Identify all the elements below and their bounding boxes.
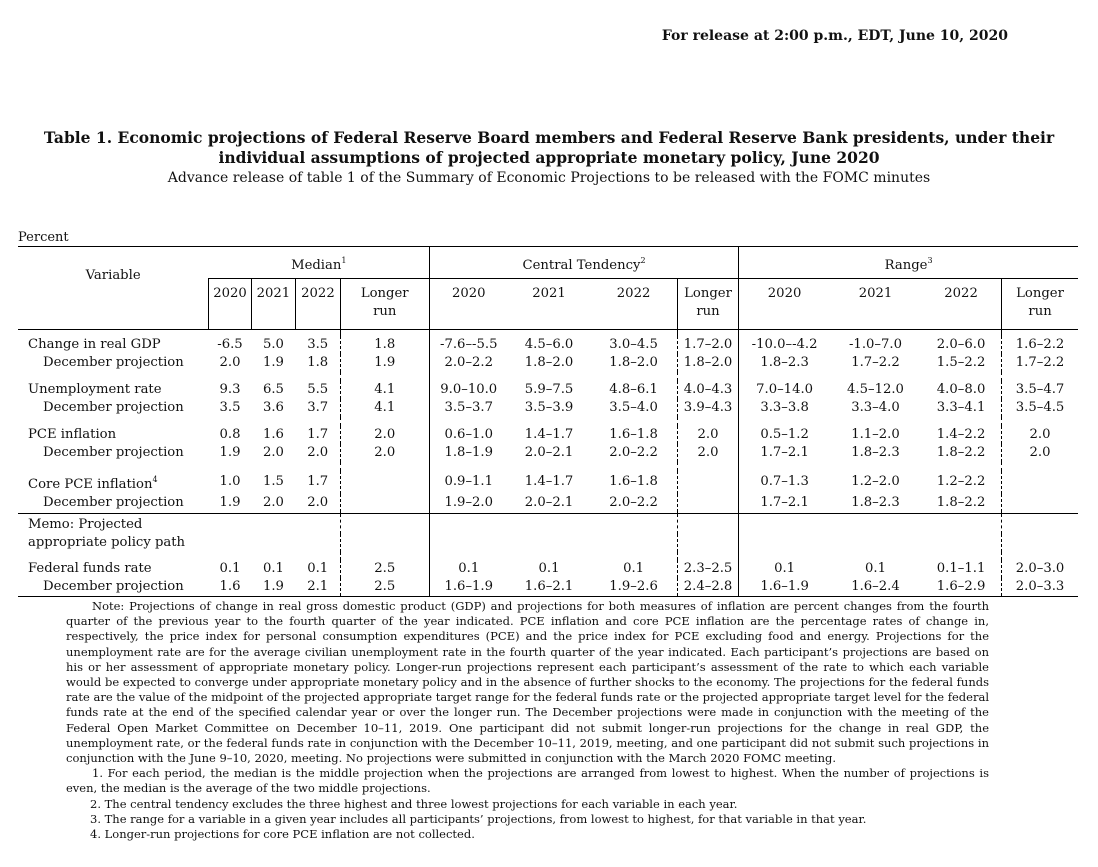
table-cell: 0.1 bbox=[307, 561, 329, 576]
table-cell bbox=[340, 462, 429, 471]
row-label: Federal funds rate bbox=[28, 561, 152, 576]
data-row-december bbox=[18, 399, 1078, 417]
table-cell bbox=[677, 462, 738, 471]
table-cell: 1.7–2.2 bbox=[851, 354, 900, 370]
table-cell: 1.6–1.9 bbox=[429, 578, 507, 597]
table-cell: 4.1 bbox=[340, 399, 429, 417]
table-cell: 5.9–7.5 bbox=[524, 381, 574, 397]
table-cell: 1.0 bbox=[219, 474, 241, 489]
table-cell: 4.5–6.0 bbox=[524, 336, 574, 352]
table-cell bbox=[251, 372, 296, 381]
table-cell: 2.0–3.0 bbox=[1002, 560, 1078, 578]
table-cell: 2.0 bbox=[219, 354, 241, 370]
table-cell: 2.1 bbox=[296, 578, 341, 597]
table-cell bbox=[1002, 514, 1078, 535]
table-cell: 1.8–2.2 bbox=[936, 494, 986, 510]
spacer-row bbox=[18, 417, 1078, 426]
footnote-4: 4. Longer-run projections for core PCE inflation are not collected. bbox=[90, 827, 475, 842]
table-cell: 1.8–2.0 bbox=[609, 354, 658, 370]
table-cell: 3.7 bbox=[307, 399, 329, 415]
table-cell bbox=[251, 462, 296, 471]
data-row bbox=[18, 336, 1078, 354]
data-row-december bbox=[18, 494, 1078, 512]
spacer-row bbox=[18, 462, 1078, 471]
ct-longer-run-header: Longer run bbox=[677, 279, 738, 330]
table-cell bbox=[677, 372, 738, 381]
table-cell: 3.5 bbox=[219, 399, 241, 415]
table-cell bbox=[739, 372, 830, 381]
table-cell: 1.8–2.2 bbox=[936, 444, 986, 460]
table-cell bbox=[1002, 552, 1078, 560]
table-cell: 2.0 bbox=[340, 444, 429, 462]
table-cell bbox=[340, 534, 429, 552]
table-cell bbox=[677, 552, 738, 560]
table-cell: 1.7–2.0 bbox=[677, 336, 738, 354]
table-cell: 3.9–4.3 bbox=[677, 399, 738, 417]
row-label: December projection bbox=[18, 578, 209, 597]
table-cell: 1.8–2.3 bbox=[739, 354, 830, 372]
table-cell bbox=[590, 552, 677, 560]
table-cell bbox=[209, 514, 251, 535]
table-cell: 1.6–2.4 bbox=[830, 578, 921, 597]
central-tendency-group-header: Central Tendency$^2$ bbox=[429, 247, 738, 279]
row-label: Change in real GDP bbox=[28, 336, 161, 352]
table-cell bbox=[590, 417, 677, 426]
table-cell bbox=[830, 534, 921, 552]
table-cell: 4.5–12.0 bbox=[847, 381, 904, 397]
table-body bbox=[18, 330, 1078, 597]
projections-table bbox=[18, 246, 1078, 597]
table-cell bbox=[251, 514, 296, 535]
median-longer-run-header: Longer run bbox=[340, 279, 429, 330]
table-cell: 0.9–1.1 bbox=[429, 471, 507, 494]
table-cell: 1.6 bbox=[209, 578, 251, 597]
table-cell: 9.3 bbox=[219, 381, 241, 397]
table-cell bbox=[508, 552, 591, 560]
table-cell: -7.6–-5.5 bbox=[429, 336, 507, 354]
table-cell bbox=[1002, 494, 1078, 512]
table-cell bbox=[921, 514, 1002, 535]
table-cell bbox=[296, 372, 341, 381]
memo-row bbox=[18, 514, 1078, 535]
table-cell bbox=[429, 552, 507, 560]
table-cell: 2.5 bbox=[340, 578, 429, 597]
data-row-federal-funds-december bbox=[18, 578, 1078, 597]
table-cell bbox=[296, 462, 341, 471]
table-cell: 1.9 bbox=[219, 494, 241, 510]
table-cell: 1.6–2.9 bbox=[921, 578, 1002, 597]
table-cell: 3.3–3.8 bbox=[739, 399, 830, 417]
table-cell: 3.5 bbox=[307, 336, 329, 352]
table-cell: 4.1 bbox=[340, 381, 429, 399]
table-cell bbox=[508, 372, 591, 381]
footnote-1: 1. For each period, the median is the middle projection when the projections are arranged from lowest to highest. When the number of projections is even, the median is the average of the two middle projections. bbox=[66, 766, 989, 796]
table-cell: 1.6–1.8 bbox=[609, 426, 658, 442]
table-cell: 1.8 bbox=[307, 354, 329, 370]
table-cell: 1.8–1.9 bbox=[429, 444, 507, 462]
table-subtitle: Advance release of table 1 of the Summary of Economic Projections to be released with the FOMC minutes bbox=[167, 170, 931, 186]
table-cell bbox=[677, 534, 738, 552]
table-cell: 4.0–8.0 bbox=[936, 381, 986, 397]
row-label: December projection bbox=[43, 444, 184, 460]
table-cell: 0.1 bbox=[864, 561, 886, 576]
row-label: PCE inflation bbox=[28, 426, 117, 442]
footnote-2: 2. The central tendency excludes the three highest and three lowest projections for each variable in each year. bbox=[90, 796, 738, 811]
table-cell: 2.4–2.8 bbox=[677, 578, 738, 597]
table-cell bbox=[739, 462, 830, 471]
table-cell: 1.7 bbox=[307, 426, 329, 442]
table-cell: 3.6 bbox=[262, 399, 284, 415]
table-cell: 1.7–2.2 bbox=[1002, 354, 1078, 372]
table-cell: 1.6–1.9 bbox=[739, 578, 830, 597]
table-cell: 1.8–2.3 bbox=[851, 494, 900, 510]
table-cell bbox=[677, 417, 738, 426]
ct-2022-header: 2022 bbox=[616, 286, 651, 301]
table-cell: 1.2–2.2 bbox=[936, 474, 986, 489]
table-cell: 2.0 bbox=[262, 444, 284, 460]
table-cell bbox=[590, 514, 677, 535]
table-cell bbox=[340, 494, 429, 512]
table-cell bbox=[429, 462, 507, 471]
data-row-federal-funds bbox=[18, 560, 1078, 578]
table-cell: 0.1 bbox=[429, 560, 507, 578]
table-cell bbox=[209, 417, 251, 426]
table-cell bbox=[921, 552, 1002, 560]
table-cell: 5.0 bbox=[262, 336, 284, 352]
table-cell: 1.6–2.1 bbox=[508, 578, 591, 597]
table-cell: -6.5 bbox=[217, 336, 243, 352]
footnote-3: 3. The range for a variable in a given year includes all participants’ projections, from lowest to highest, for that variable in that year. bbox=[90, 811, 867, 826]
release-line: For release at 2:00 p.m., EDT, June 10, 2020 bbox=[661, 28, 1008, 44]
table-cell: 3.5–3.7 bbox=[429, 399, 507, 417]
table-cell bbox=[739, 534, 830, 552]
row-label: December projection bbox=[43, 354, 184, 370]
table-cell: 3.5–4.0 bbox=[609, 399, 658, 415]
table-cell: 5.5 bbox=[307, 381, 329, 397]
table-cell bbox=[1002, 372, 1078, 381]
range-2020-header: 2020 bbox=[739, 279, 830, 330]
table-cell: 3.5–3.9 bbox=[524, 399, 574, 415]
table-cell: 0.1 bbox=[623, 561, 645, 576]
table-cell bbox=[429, 514, 507, 535]
table-cell: 2.0 bbox=[677, 426, 738, 444]
table-cell: 1.2–2.0 bbox=[851, 474, 900, 489]
table-cell bbox=[1002, 534, 1078, 552]
table-cell bbox=[590, 462, 677, 471]
table-cell: 3.5–4.7 bbox=[1002, 381, 1078, 399]
table-cell: 3.0–4.5 bbox=[609, 336, 658, 352]
table-cell: 2.5 bbox=[340, 560, 429, 578]
table-cell: 0.1–1.1 bbox=[936, 561, 986, 576]
table-cell bbox=[921, 462, 1002, 471]
table-cell: 0.1 bbox=[219, 561, 241, 576]
table-cell bbox=[508, 462, 591, 471]
table-cell bbox=[508, 514, 591, 535]
table-cell bbox=[830, 417, 921, 426]
table-cell: 1.7 bbox=[307, 474, 329, 489]
table-cell: -10.0–-4.2 bbox=[739, 336, 830, 354]
table-cell: 2.0 bbox=[340, 426, 429, 444]
table-cell bbox=[830, 372, 921, 381]
table-cell bbox=[251, 534, 296, 552]
table-cell: 2.0 bbox=[307, 444, 329, 460]
table-cell: 1.6–1.8 bbox=[609, 474, 658, 489]
data-row bbox=[18, 381, 1078, 399]
table-cell: 1.9 bbox=[219, 444, 241, 460]
table-cell: 2.0–3.3 bbox=[1002, 578, 1078, 597]
table-cell bbox=[677, 471, 738, 494]
table-cell bbox=[251, 552, 296, 560]
table-cell bbox=[677, 494, 738, 512]
unit-label: Percent bbox=[18, 230, 69, 245]
table-cell: 2.0 bbox=[677, 444, 738, 462]
table-cell bbox=[1002, 417, 1078, 426]
table-cell: 1.8–2.0 bbox=[677, 354, 738, 372]
table-cell: 1.8 bbox=[340, 336, 429, 354]
table-cell: 2.0–2.2 bbox=[609, 444, 658, 460]
table-cell bbox=[209, 372, 251, 381]
row-label bbox=[18, 417, 209, 426]
table-cell: 0.8 bbox=[219, 426, 241, 442]
table-cell: 4.0–4.3 bbox=[677, 381, 738, 399]
table-cell: 1.9 bbox=[340, 354, 429, 372]
row-label: December projection bbox=[43, 494, 184, 510]
table-cell bbox=[340, 372, 429, 381]
table-cell bbox=[1002, 462, 1078, 471]
table-cell bbox=[340, 471, 429, 494]
table-cell bbox=[739, 417, 830, 426]
median-2020-header: 2020 bbox=[209, 279, 251, 330]
table-cell bbox=[830, 552, 921, 560]
table-cell bbox=[429, 372, 507, 381]
table-cell: 1.9–2.0 bbox=[429, 494, 507, 512]
row-label: appropriate policy path bbox=[28, 535, 186, 550]
table-cell: 3.3–4.0 bbox=[851, 399, 900, 415]
median-2021-header: 2021 bbox=[251, 279, 296, 330]
table-cell: 3.5–4.5 bbox=[1002, 399, 1078, 417]
median-group-header: Median$^1$ bbox=[209, 247, 430, 279]
table-cell: 2.0 bbox=[1002, 426, 1078, 444]
table-cell: 3.3–4.1 bbox=[936, 399, 986, 415]
spacer-row bbox=[18, 372, 1078, 381]
table-cell: 1.6–2.2 bbox=[1002, 336, 1078, 354]
table-cell: 0.7–1.3 bbox=[739, 471, 830, 494]
row-label: Unemployment rate bbox=[28, 381, 162, 397]
row-label: December projection bbox=[43, 399, 184, 415]
table-cell bbox=[739, 552, 830, 560]
table-cell: 1.6 bbox=[262, 426, 284, 442]
table-cell bbox=[340, 514, 429, 535]
table-cell: 1.9 bbox=[251, 578, 296, 597]
table-cell: 0.5–1.2 bbox=[739, 426, 830, 444]
table-cell bbox=[209, 534, 251, 552]
table-cell bbox=[296, 417, 341, 426]
table-cell: 1.8–2.0 bbox=[524, 354, 574, 370]
table-cell bbox=[677, 514, 738, 535]
table-cell bbox=[209, 462, 251, 471]
table-cell: 0.1 bbox=[538, 561, 560, 576]
table-cell bbox=[1002, 471, 1078, 494]
table-cell bbox=[429, 417, 507, 426]
range-2022-header: 2022 bbox=[944, 286, 978, 301]
table-cell: 0.1 bbox=[739, 560, 830, 578]
ct-2020-header: 2020 bbox=[429, 279, 507, 330]
ct-2021-header: 2021 bbox=[532, 286, 566, 301]
table-cell: -1.0–7.0 bbox=[848, 336, 902, 352]
table-cell bbox=[340, 552, 429, 560]
table-cell: 2.0 bbox=[1002, 444, 1078, 462]
table-cell: 2.0–6.0 bbox=[936, 336, 986, 352]
table-title-block bbox=[20, 128, 1078, 188]
range-group-header: Range$^3$ bbox=[739, 247, 1078, 279]
table-cell: 1.9 bbox=[262, 354, 284, 370]
table-cell: 1.7–2.1 bbox=[739, 444, 830, 462]
table-cell: 2.0–2.1 bbox=[524, 444, 574, 460]
table-cell bbox=[508, 417, 591, 426]
median-2022-header: 2022 bbox=[296, 279, 341, 330]
table-cell: 1.5 bbox=[262, 474, 284, 489]
row-label: Memo: Projected bbox=[18, 514, 209, 535]
table-cell bbox=[296, 534, 341, 552]
table-cell bbox=[921, 534, 1002, 552]
row-label bbox=[18, 372, 209, 381]
data-row-december bbox=[18, 444, 1078, 462]
table-cell bbox=[508, 534, 591, 552]
table-cell: 2.0 bbox=[262, 494, 284, 510]
variable-header: Variable bbox=[85, 268, 141, 283]
table-cell: 1.5–2.2 bbox=[936, 354, 986, 370]
table-cell: 2.0 bbox=[307, 494, 329, 510]
data-row bbox=[18, 426, 1078, 444]
row-label bbox=[18, 552, 209, 560]
table-cell: 2.0–2.2 bbox=[429, 354, 507, 372]
table-cell bbox=[209, 552, 251, 560]
table-cell: 4.8–6.1 bbox=[609, 381, 658, 397]
table-cell bbox=[296, 552, 341, 560]
table-cell bbox=[739, 514, 830, 535]
table-cell bbox=[590, 534, 677, 552]
table-cell: 2.0–2.2 bbox=[609, 494, 658, 510]
table-cell bbox=[921, 372, 1002, 381]
memo-row bbox=[18, 534, 1078, 552]
table-cell: 1.4–2.2 bbox=[936, 426, 986, 442]
table-cell: 1.1–2.0 bbox=[851, 426, 900, 442]
table-title-line2: individual assumptions of projected appropriate monetary policy, June 2020 bbox=[218, 148, 880, 167]
table-cell bbox=[296, 514, 341, 535]
table-cell: 1.4–1.7 bbox=[524, 426, 574, 442]
data-row bbox=[18, 471, 1078, 494]
table-cell: 1.8–2.3 bbox=[851, 444, 900, 460]
range-longer-run-header: Longer run bbox=[1002, 279, 1078, 330]
table-cell bbox=[830, 462, 921, 471]
note-main: Note: Projections of change in real gross domestic product (GDP) and projections for both measures of inflation are percent changes from the fourth quarter of the previous year to the fourth quarter of the year indicated. PCE inflation and core PCE inflation are the percentage rates of change in, respectively, the price index for personal consumption expenditures (PCE) and the price index for PCE excluding food and energy. Projections for the unemployment rate are for the average civilian unemployment rate in the fourth quarter of the year indicated. Each participant’s projections are based on his or her assessment of appropriate monetary policy. Longer-run projections represent each participant’s assessment of the rate to which each variable would be expected to converge under appropriate monetary policy and in the absence of further shocks to the economy. The projections for the federal funds rate are the value of the midpoint of the projected appropriate target range for the federal funds rate or the projected appropriate target level for the federal funds rate at the end of the specified calendar year or over the longer run. The December projections were made in conjunction with the meeting of the Federal Open Market Committee on December 10–11, 2019. One participant did not submit longer-run projections for the change in real GDP, the unemployment rate, or the federal funds rate in conjunction with the December 10–11, 2019, meeting, and one participant did not submit such projections in conjunction with the June 9–10, 2020, meeting. No projections were submitted in conjunction with the March 2020 FOMC meeting. bbox=[66, 599, 989, 766]
table-cell: 9.0–10.0 bbox=[429, 381, 507, 399]
table-cell bbox=[830, 514, 921, 535]
row-label bbox=[18, 462, 209, 471]
table-cell bbox=[429, 534, 507, 552]
range-2021-header: 2021 bbox=[858, 286, 893, 301]
table-cell: 2.0–2.1 bbox=[524, 494, 574, 510]
table-cell: 2.3–2.5 bbox=[677, 560, 738, 578]
table-title-line1: Table 1. Economic projections of Federal Reserve Board members and Federal Reserve Bank presidents, under their bbox=[43, 128, 1055, 147]
table-cell bbox=[590, 372, 677, 381]
table-cell: 0.6–1.0 bbox=[429, 426, 507, 444]
table-cell bbox=[251, 417, 296, 426]
table-cell: 6.5 bbox=[262, 381, 284, 397]
table-cell bbox=[921, 417, 1002, 426]
spacer-row bbox=[18, 552, 1078, 560]
table-cell: 1.7–2.1 bbox=[739, 494, 830, 512]
table-cell bbox=[340, 417, 429, 426]
data-row-december bbox=[18, 354, 1078, 372]
table-cell: 7.0–14.0 bbox=[739, 381, 830, 399]
table-cell: 0.1 bbox=[262, 561, 284, 576]
notes-section bbox=[66, 599, 989, 842]
table-cell: 1.9–2.6 bbox=[590, 578, 677, 597]
table-cell: 1.4–1.7 bbox=[524, 474, 574, 489]
row-label: Core PCE inflation$^4$ bbox=[28, 474, 158, 492]
